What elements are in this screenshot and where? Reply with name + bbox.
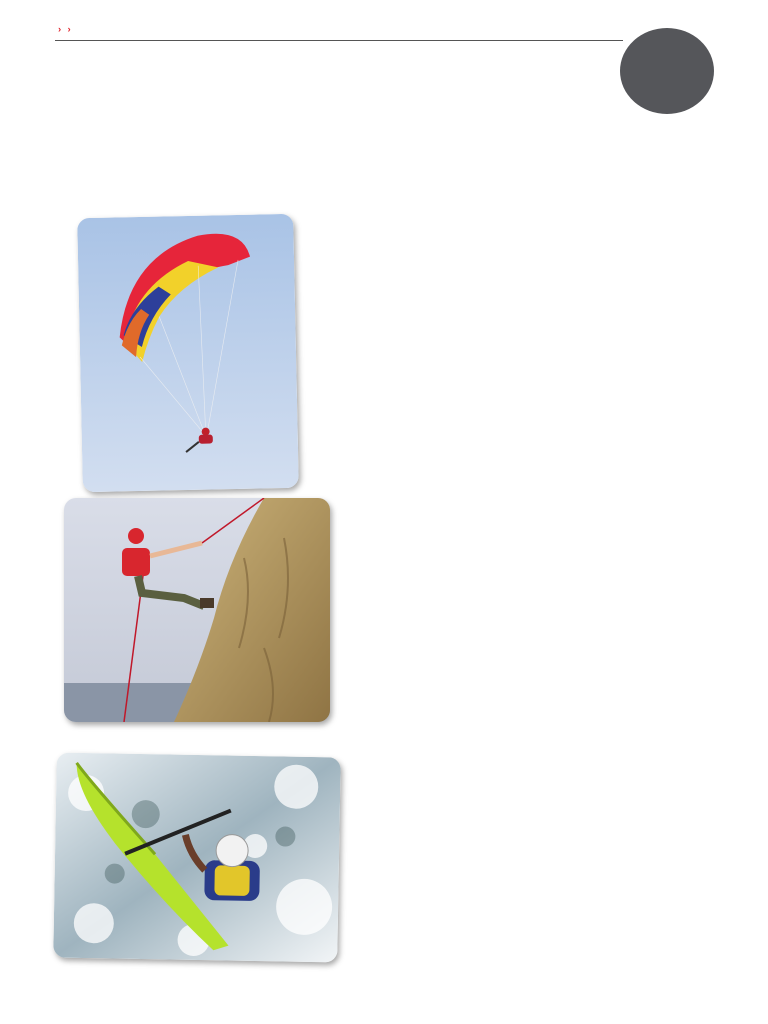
chevron-right-icon: › — [67, 24, 71, 35]
paragliding-photo — [77, 214, 299, 492]
breadcrumb — [55, 24, 74, 35]
level-badge — [620, 28, 714, 114]
canoeing-photo — [53, 753, 341, 963]
chevron-right-icon: › — [58, 24, 62, 35]
header-divider — [55, 40, 623, 41]
rock-climbing-photo — [64, 498, 330, 722]
